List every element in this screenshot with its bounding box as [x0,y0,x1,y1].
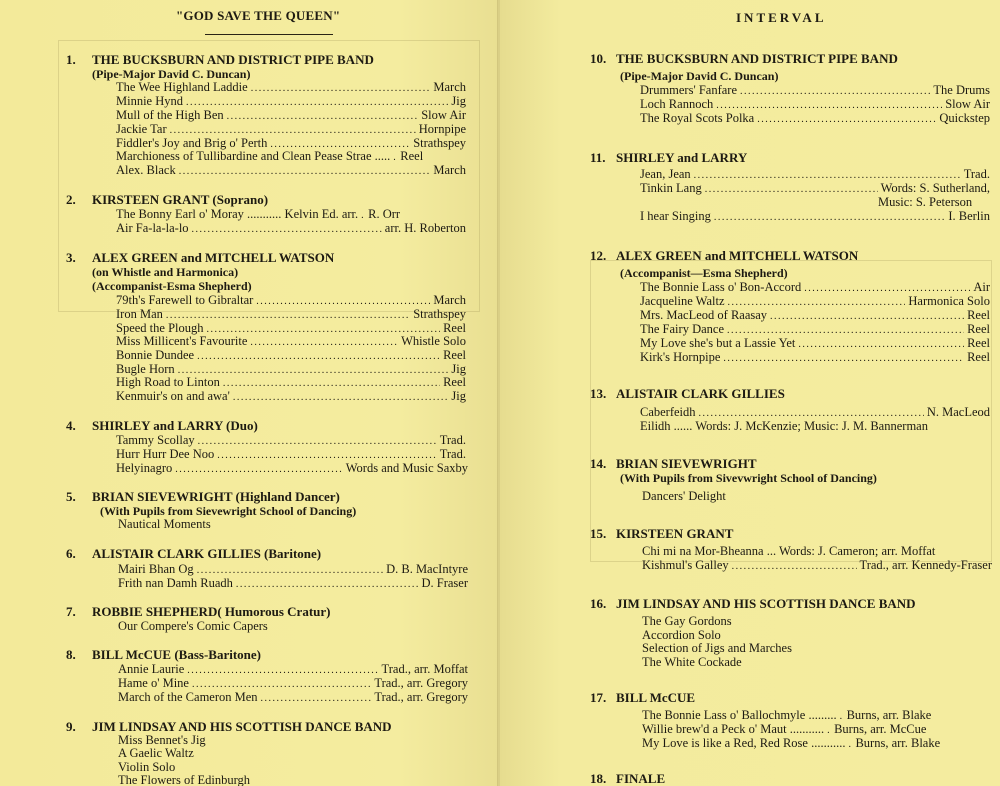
list-item: March of the Cameron Men . . . Trad., arr. Gregory [118,690,468,704]
list-item: Miss Millicent's Favourite . . . Whistle Solo [116,334,466,348]
list-item: Kishmul's Galley . . . Trad., arr. Kennedy-Fraser [642,558,992,572]
list-item: Our Compere's Comic Capers [118,619,268,633]
item-5-heading: 5. BRIAN SIEVEWRIGHT (Highland Dancer) [66,489,340,504]
list-item: Fiddler's Joy and Brig o' Perth . . . Strathspey [116,136,466,150]
list-item: Mairi Bhan Og . . . D. B. MacIntyre [118,562,468,576]
item-11-heading: 11. SHIRLEY and LARRY [590,150,748,165]
item-13-heading: 13. ALISTAIR CLARK GILLIES [590,386,785,401]
list-item: Hame o' Mine . . . Trad., arr. Gregory [118,676,468,690]
list-item: Marchioness of Tullibardine and Clean Pease Strae ..... . . . Reel [116,149,466,163]
list-item: The Fairy Dance . . . Reel [640,322,990,336]
list-item: Air Fa-la-la-lo . . . arr. H. Roberton [116,221,466,235]
list-item-credit: Music: S. Peterson [878,195,973,209]
item-4-heading: 4. SHIRLEY and LARRY (Duo) [66,418,258,433]
list-item: Mull of the High Ben . . . Slow Air [116,108,466,122]
list-item: The Royal Scots Polka . . . Quickstep [640,111,990,125]
list-item: 79th's Farewell to Gibraltar . . . March [116,293,466,307]
list-item: Jacqueline Waltz . . . Harmonica Solo [640,294,990,308]
item-18-heading: 18. FINALE [590,771,666,786]
list-item: The Bonny Earl o' Moray ........... Kelvin Ed. arr. . . . R. Orr [116,207,466,221]
list-item: Violin Solo [118,760,176,774]
list-item: I hear Singing . . . I. Berlin [640,209,990,223]
list-item: Bonnie Dundee . . . Reel [116,348,466,362]
item-10-heading: 10. THE BUCKSBURN AND DISTRICT PIPE BAND [590,51,898,66]
list-item: High Road to Linton . . . Reel [116,375,466,389]
list-item: Minnie Hynd . . . Jig [116,94,466,108]
item-3-heading: 3. ALEX GREEN and MITCHELL WATSON [66,250,335,265]
list-item: Tinkin Lang . . . Words: S. Sutherland, [640,181,990,195]
right-page [500,0,1000,786]
title-rule [205,34,333,35]
list-item: The Wee Highland Laddie . . . March [116,80,466,94]
item-1-heading: 1. THE BUCKSBURN AND DISTRICT PIPE BAND [66,52,374,67]
list-item: Chi mi na Mor-Bheanna ... Words: J. Cameron; arr. Moffat [642,544,936,558]
list-item: Speed the Plough . . . Reel [116,321,466,335]
item-5-sub: (With Pupils from Sievewright School of Dancing) [100,504,357,518]
list-item: Jackie Tar . . . Hornpipe [116,122,466,136]
item-12-heading: 12. ALEX GREEN and MITCHELL WATSON [590,248,859,263]
list-item: A Gaelic Waltz [118,746,194,760]
list-item: The White Cockade [642,655,742,669]
item-9-heading: 9. JIM LINDSAY AND HIS SCOTTISH DANCE BAND [66,719,392,734]
item-16-heading: 16. JIM LINDSAY AND HIS SCOTTISH DANCE BAND [590,596,916,611]
list-item: Kirk's Hornpipe . . . Reel [640,350,990,364]
list-item: The Gay Gordons [642,614,732,628]
item-10-sub: (Pipe-Major David C. Duncan) [620,69,779,83]
item-12-sub: (Accompanist—Esma Shepherd) [620,266,788,280]
list-item: Miss Bennet's Jig [118,733,206,747]
list-item: Kenmuir's on and awa' . . . Jig [116,389,466,403]
list-item: Nautical Moments [118,517,211,531]
list-item: My Love is like a Red, Red Rose ........... . . . Burns, arr. Blake [642,736,992,750]
list-item: Caberfeidh . . . N. MacLeod [640,405,990,419]
anthem-title: "GOD SAVE THE QUEEN" [176,8,341,23]
item-14-heading: 14. BRIAN SIEVEWRIGHT [590,456,757,471]
item-3-sub2: (Accompanist-Esma Shepherd) [92,279,252,293]
item-8-heading: 8. BILL McCUE (Bass-Baritone) [66,647,261,662]
list-item: Bugle Horn . . . Jig [116,362,466,376]
list-item: Alex. Black . . . March [116,163,466,177]
list-item: Willie brew'd a Peck o' Maut ........... . . . Burns, arr. McCue [642,722,992,736]
list-item: Tammy Scollay . . . Trad. [116,433,466,447]
list-item: Loch Rannoch . . . Slow Air [640,97,990,111]
item-2-heading: 2. KIRSTEEN GRANT (Soprano) [66,192,269,207]
list-item: The Flowers of Edinburgh [118,773,251,786]
item-6-heading: 6. ALISTAIR CLARK GILLIES (Baritone) [66,546,322,561]
list-item: The Bonnie Lass o' Bon-Accord . . . Air [640,280,990,294]
item-7-heading: 7. ROBBIE SHEPHERD( Humorous Cratur) [66,604,331,619]
item-3-sub: (on Whistle and Harmonica) [92,265,239,279]
list-item: Drummers' Fanfare . . . The Drums [640,83,990,97]
list-item: Jean, Jean . . . Trad. [640,167,990,181]
item-1-sub: (Pipe-Major David C. Duncan) [92,67,251,81]
list-item: My Love she's but a Lassie Yet . . . Reel [640,336,990,350]
left-page [0,0,498,786]
list-item: Mrs. MacLeod of Raasay . . . Reel [640,308,990,322]
list-item: Annie Laurie . . . Trad., arr. Moffat [118,662,468,676]
item-14-sub: (With Pupils from Sivevwright School of Dancing) [620,471,877,485]
list-item: Selection of Jigs and Marches [642,641,792,655]
list-item: Helyinagro . . . Words and Music Saxby [116,461,468,475]
list-item: Frith nan Damh Ruadh . . . D. Fraser [118,576,468,590]
list-item: Dancers' Delight [642,489,726,503]
list-item: The Bonnie Lass o' Ballochmyle ......... . . . Burns, arr. Blake [642,708,992,722]
interval-title: INTERVAL [736,10,827,25]
list-item: Eilidh ...... Words: J. McKenzie; Music: J. M. Bannerman [640,419,928,433]
list-item: Iron Man . . . Strathspey [116,307,466,321]
item-15-heading: 15. KIRSTEEN GRANT [590,526,734,541]
list-item: Hurr Hurr Dee Noo . . . Trad. [116,447,466,461]
item-17-heading: 17. BILL McCUE [590,690,696,705]
list-item: Accordion Solo [642,628,721,642]
